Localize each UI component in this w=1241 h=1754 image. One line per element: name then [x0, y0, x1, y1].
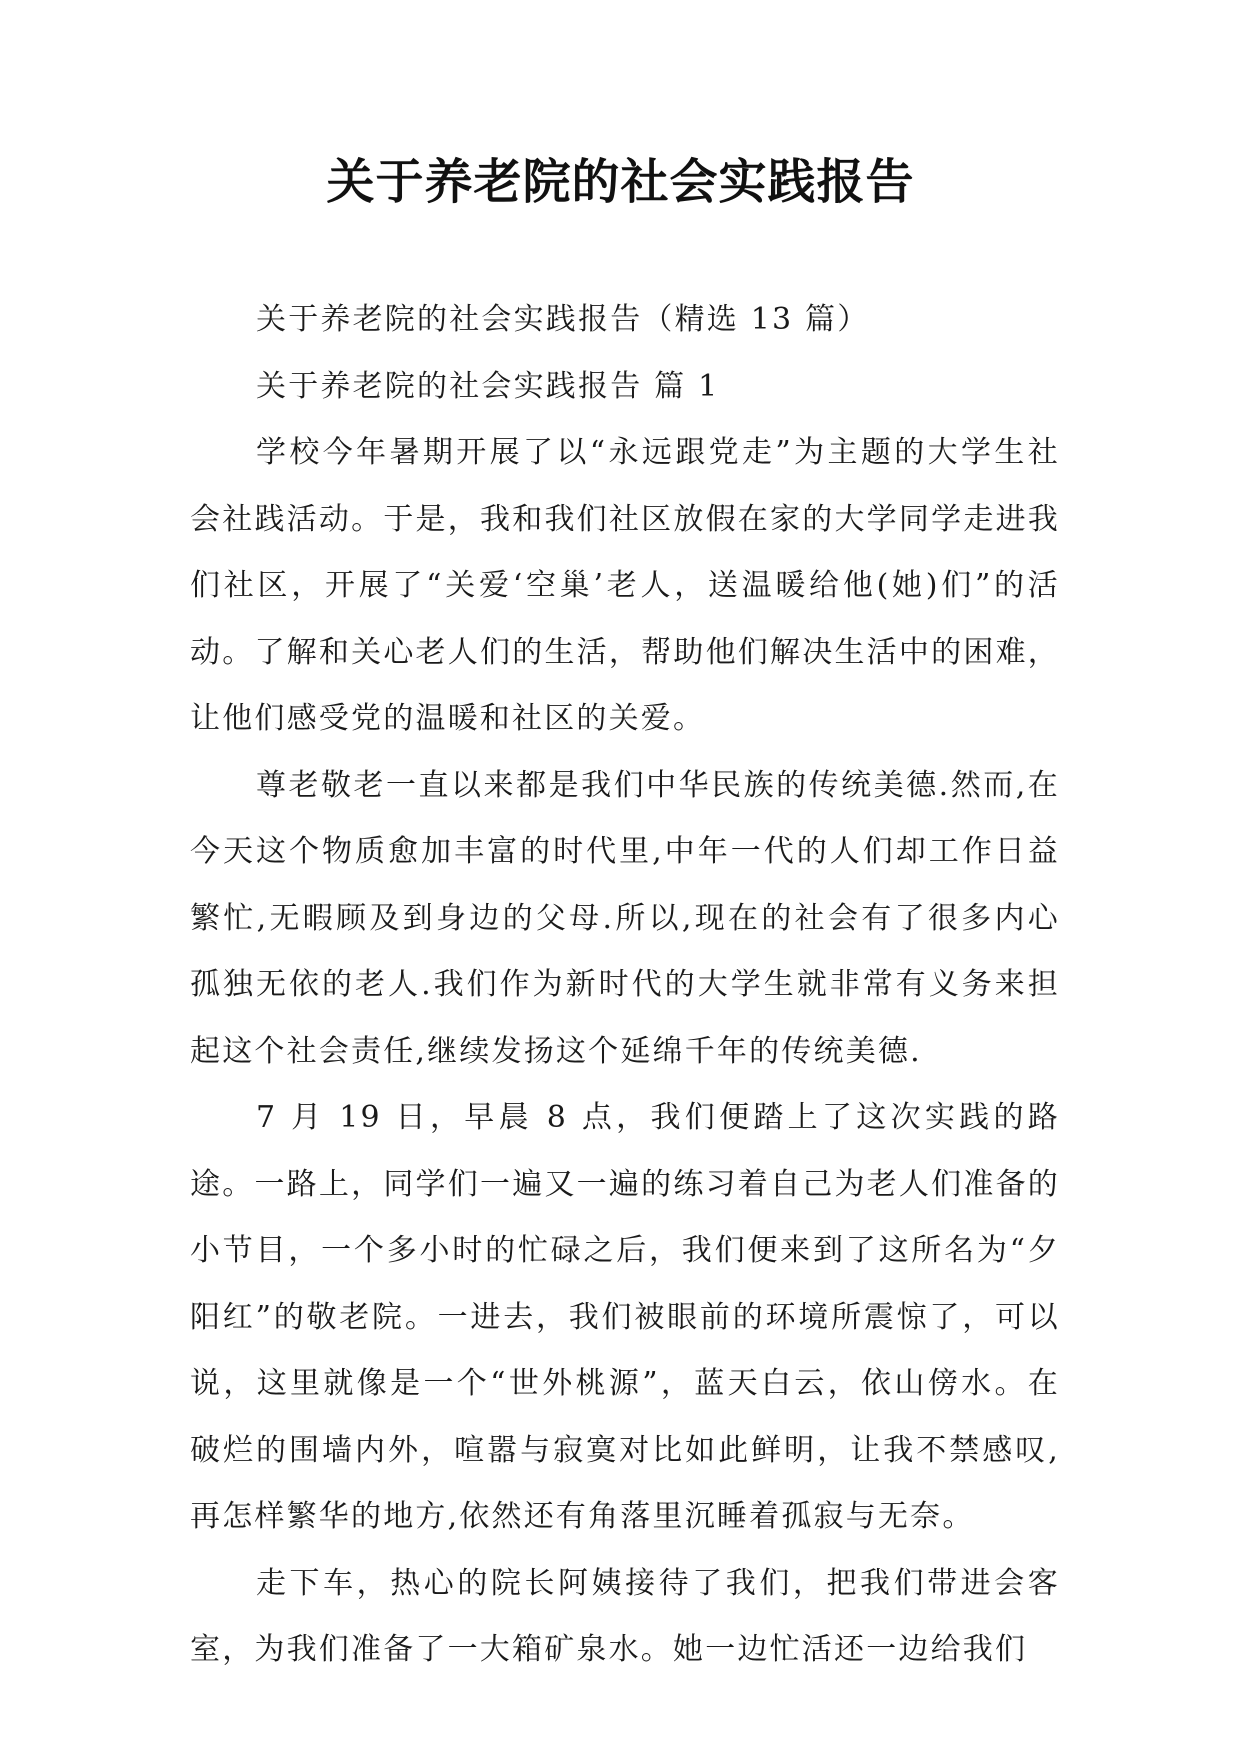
document-title: 关于养老院的社会实践报告: [326, 154, 915, 210]
body-paragraph: 7 月 19 日，早晨 8 点，我们便踏上了这次实践的路途。一路上，同学们一遍又一遍的练习着自己为老人们准备的小节目，一个多小时的忙碌之后，我们便来到了这所名为“夕阳红”的敬老院。一进去，我们被眼前的环境所震惊了，可以说，这里就像是一个“世外桃源”，蓝天白云，依山傍水。在破烂的围墙内外，喧嚣与寂寞对比如此鲜明，让我不禁感叹,再怎样繁华的地方,依然还有角落里沉睡着孤寂与无奈。: [190, 1100, 1060, 1534]
body-paragraph: 学校今年暑期开展了以“永远跟党走”为主题的大学生社会社践活动。于是，我和我们社区放假在家的大学同学走进我们社区，开展了“关爱‘空巢’老人，送温暖给他(她)们”的活动。了解和关心老人们的生活，帮助他们解决生活中的困难，让他们感受党的温暖和社区的关爱。: [190, 435, 1060, 736]
body-paragraph: 走下车，热心的院长阿姨接待了我们，把我们带进会客室，为我们准备了一大箱矿泉水。她一边忙活还一边给我们: [190, 1565, 1060, 1667]
section-heading: 关于养老院的社会实践报告 篇 1: [256, 368, 720, 404]
body-paragraph: 尊老敬老一直以来都是我们中华民族的传统美德.然而,在今天这个物质愈加丰富的时代里,中年一代的人们却工作日益繁忙,无暇顾及到身边的父母.所以,现在的社会有了很多内心孤独无依的老人.我们作为新时代的大学生就非常有义务来担起这个社会责任,继续发扬这个延绵千年的传统美德.: [190, 767, 1060, 1069]
subtitle-paragraph: 关于养老院的社会实践报告（精选 13 篇）: [256, 302, 870, 337]
document-body: [190, 287, 1060, 1684]
